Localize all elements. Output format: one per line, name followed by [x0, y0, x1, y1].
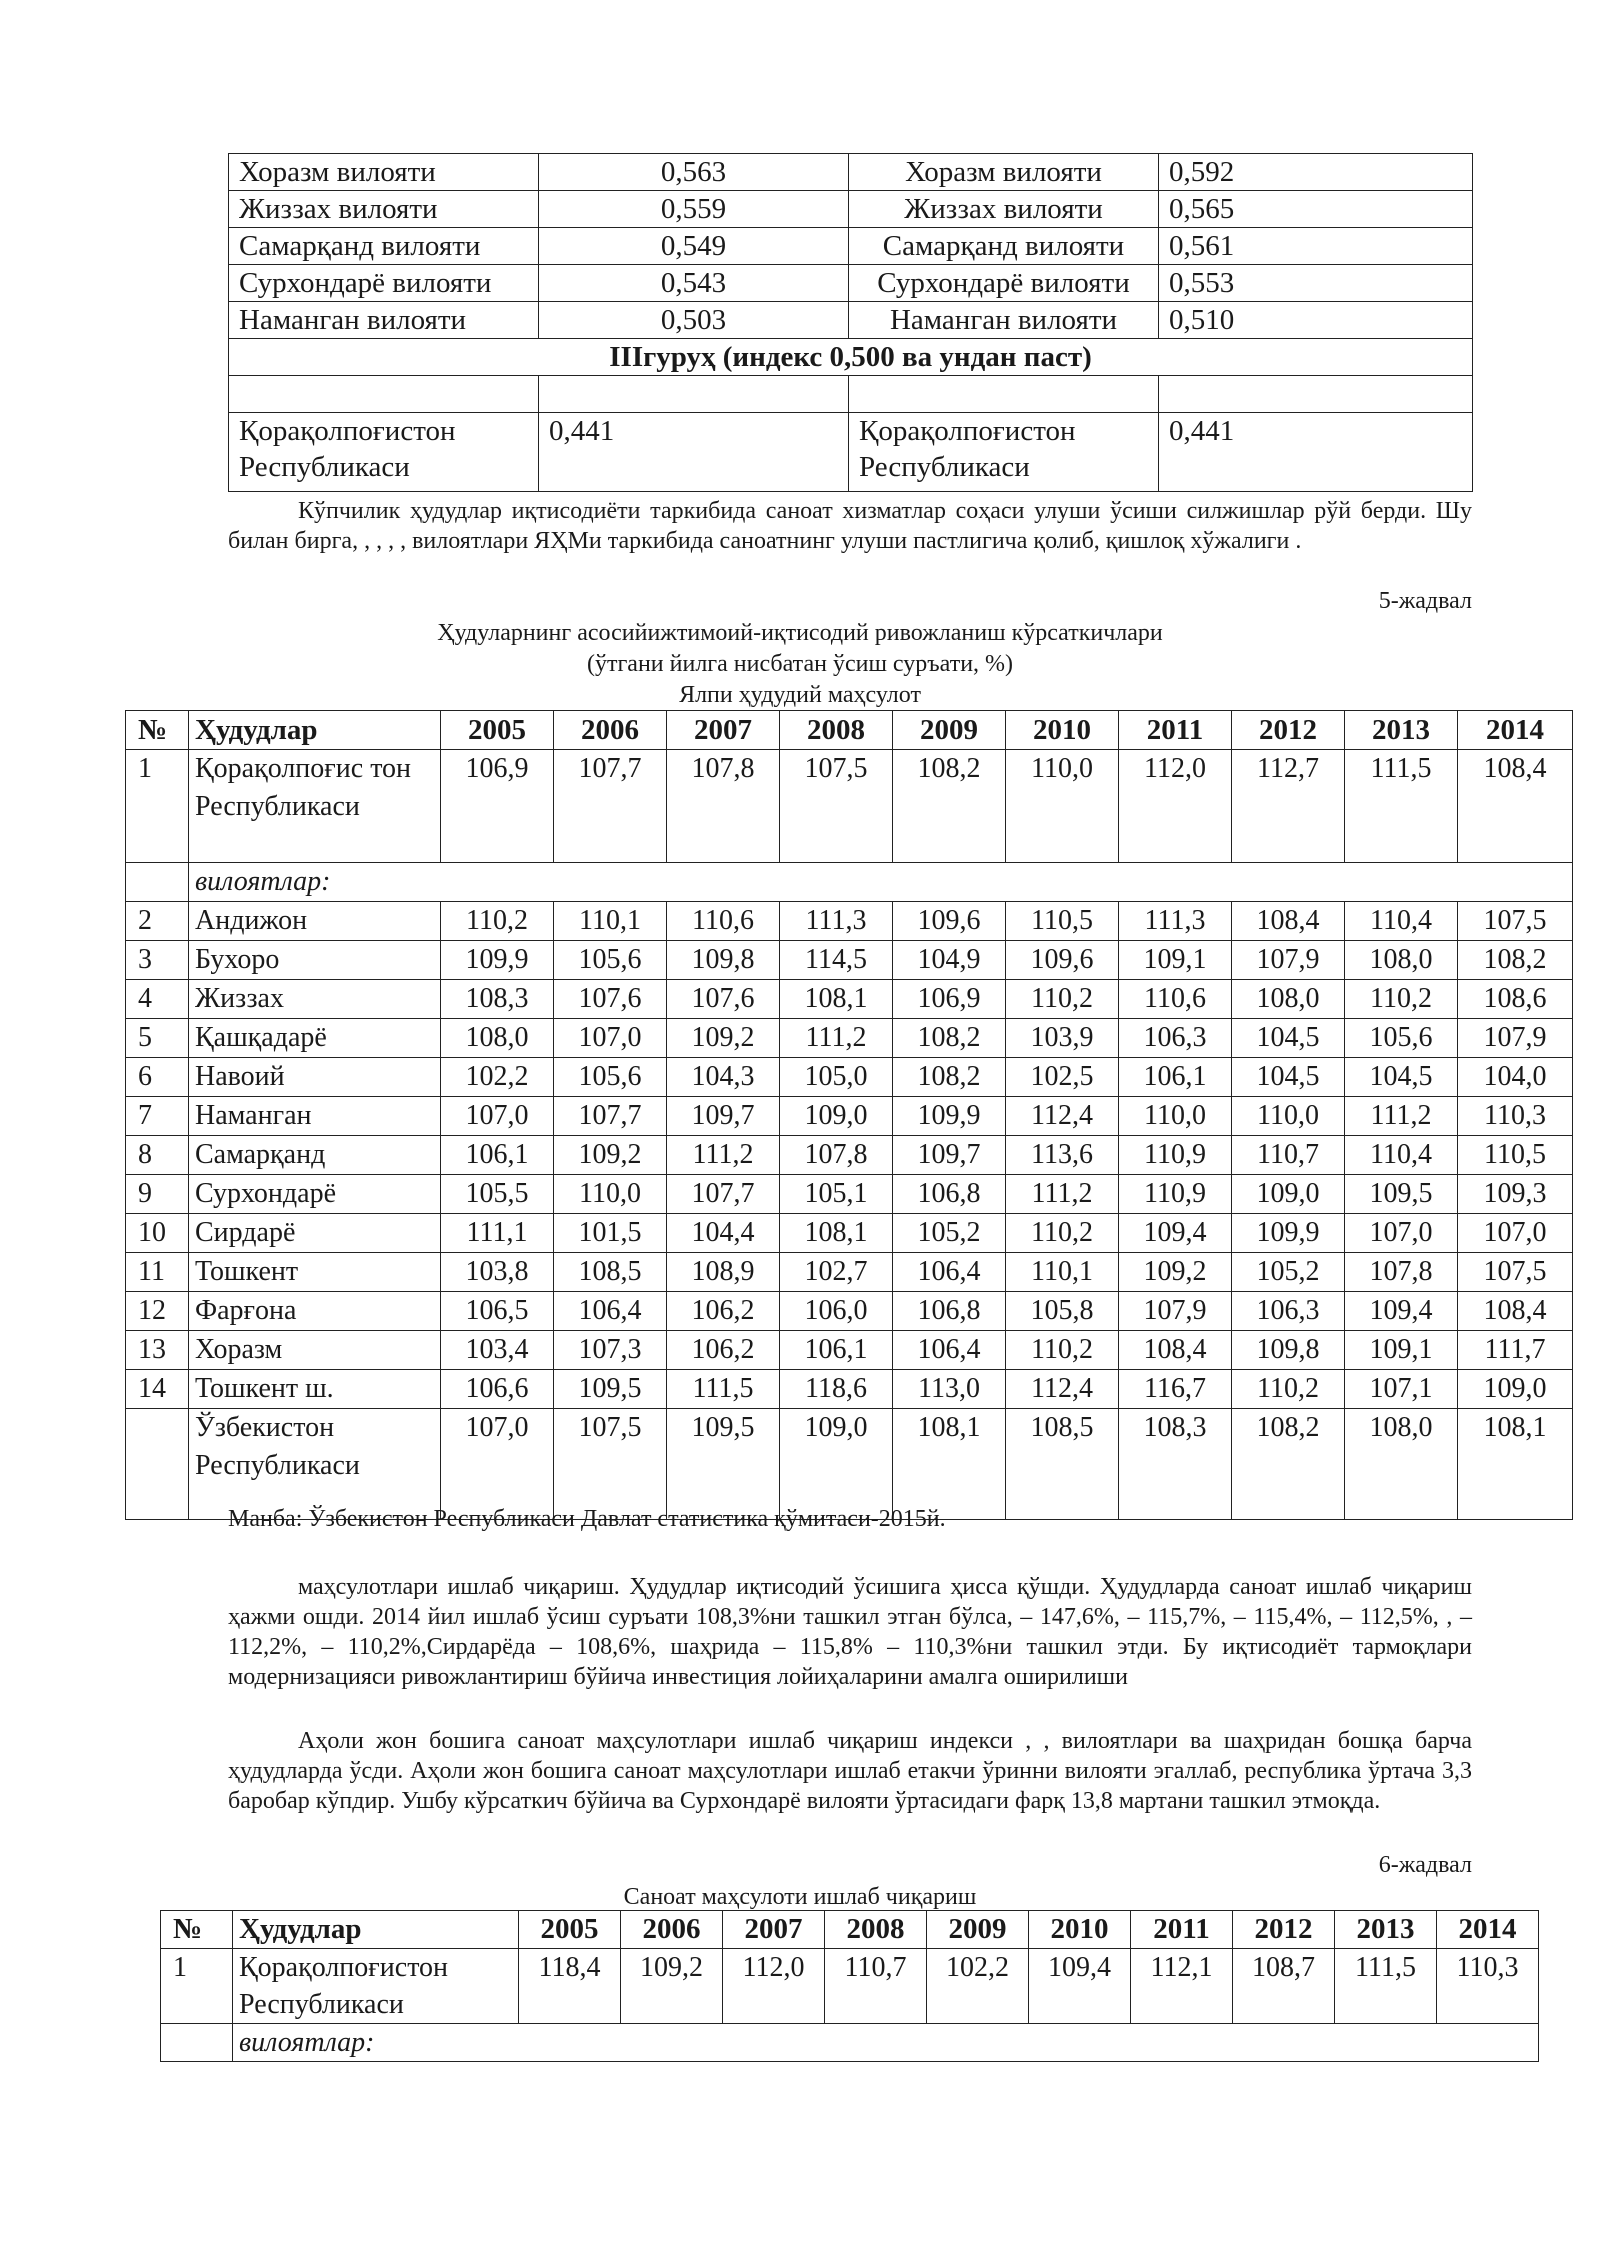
value-cell: 110,7 — [825, 1949, 927, 2024]
value-cell: 112,7 — [1232, 750, 1345, 863]
empty-cell — [229, 376, 539, 413]
value-cell: 112,1 — [1131, 1949, 1233, 2024]
value-cell: 106,3 — [1119, 1019, 1232, 1058]
value-cell: 106,1 — [780, 1331, 893, 1370]
row-number: 7 — [126, 1097, 189, 1136]
value-cell: 109,9 — [893, 1097, 1006, 1136]
row-number: 8 — [126, 1136, 189, 1175]
value-cell: 107,8 — [1345, 1253, 1458, 1292]
value-cell: 108,4 — [1119, 1331, 1232, 1370]
value-cell: 108,2 — [893, 1058, 1006, 1097]
empty-cell — [539, 376, 849, 413]
value-cell: 108,1 — [893, 1409, 1006, 1520]
value-cell: 110,6 — [1119, 980, 1232, 1019]
value-cell: 108,1 — [1458, 1409, 1573, 1520]
value-cell: 109,4 — [1119, 1214, 1232, 1253]
value-cell: 107,9 — [1232, 941, 1345, 980]
region-name: Хоразм — [189, 1331, 441, 1370]
col-year-header: 2007 — [723, 1911, 825, 1949]
value-cell: 110,9 — [1119, 1136, 1232, 1175]
paragraph-text: Кўпчилик ҳудудлар иқтисодиёти таркибида саноат хизматлар соҳаси улуши ўсиши силжишлар рўй берди. Шу билан бирга, , , , , вилоятлари ЯҲМи таркибида саноатнинг улуши пастлигича қолиб, қишлоқ хўжалиги . — [228, 498, 1472, 554]
table-row — [126, 1331, 1573, 1370]
value-cell: 107,9 — [1119, 1292, 1232, 1331]
value-cell: 110,0 — [1119, 1097, 1232, 1136]
col-year-header: 2013 — [1345, 711, 1458, 750]
value-cell: 110,3 — [1458, 1097, 1573, 1136]
index-value: 0,543 — [539, 265, 849, 302]
value-cell: 109,2 — [1119, 1253, 1232, 1292]
col-year-header: 2014 — [1458, 711, 1573, 750]
table5-source: Манба: Ўзбекистон Республикаси Давлат статистика қўмитаси-2015й. — [228, 1506, 946, 1532]
value-cell: 107,8 — [667, 750, 780, 863]
table-row — [126, 1136, 1573, 1175]
value-cell: 108,1 — [780, 980, 893, 1019]
value-cell: 110,5 — [1458, 1136, 1573, 1175]
value-cell: 105,0 — [780, 1058, 893, 1097]
region-name: Қорақолпоғис тон Республикаси — [189, 750, 441, 863]
value-cell: 108,3 — [1119, 1409, 1232, 1520]
table5-caption: Ялпи ҳудудий маҳсулот — [679, 682, 921, 708]
index-groups-table — [228, 153, 1473, 492]
region-name: Жиззах — [189, 980, 441, 1019]
value-cell: 105,2 — [893, 1214, 1006, 1253]
value-cell: 109,0 — [780, 1097, 893, 1136]
col-year-header: 2011 — [1131, 1911, 1233, 1949]
value-cell: 110,4 — [1345, 902, 1458, 941]
region-name: Андижон — [189, 902, 441, 941]
value-cell: 102,5 — [1006, 1058, 1119, 1097]
table-row — [229, 228, 1473, 265]
table-row — [126, 1253, 1573, 1292]
table-row — [126, 941, 1573, 980]
value-cell: 108,4 — [1458, 750, 1573, 863]
value-cell: 107,5 — [1458, 902, 1573, 941]
row-number: 14 — [126, 1370, 189, 1409]
value-cell: 109,5 — [1345, 1175, 1458, 1214]
value-cell: 107,3 — [554, 1331, 667, 1370]
table-row — [126, 1097, 1573, 1136]
value-cell: 106,8 — [893, 1175, 1006, 1214]
value-cell: 106,4 — [893, 1331, 1006, 1370]
value-cell: 110,2 — [1345, 980, 1458, 1019]
value-cell: 110,0 — [554, 1175, 667, 1214]
col-year-header: 2012 — [1232, 711, 1345, 750]
value-cell: 103,8 — [441, 1253, 554, 1292]
value-cell: 108,3 — [441, 980, 554, 1019]
value-cell: 109,0 — [780, 1409, 893, 1520]
value-cell: 109,4 — [1029, 1949, 1131, 2024]
table5-subtitle: (ўтгани йилга нисбатан ўсиш суръати, %) — [586, 651, 1014, 677]
row-number — [126, 1409, 189, 1520]
subheader-label: вилоятлар: — [233, 2024, 1539, 2062]
value-cell: 108,0 — [1345, 1409, 1458, 1520]
value-cell: 109,1 — [1119, 941, 1232, 980]
region-name: Сурхондарё вилояти — [849, 265, 1159, 302]
region-name: Хоразм вилояти — [849, 154, 1159, 191]
value-cell: 109,9 — [441, 941, 554, 980]
row-number: 13 — [126, 1331, 189, 1370]
subheader-row — [161, 2024, 1539, 2062]
value-cell: 110,3 — [1437, 1949, 1539, 2024]
value-cell: 110,2 — [1006, 980, 1119, 1019]
group-header: IIIгуруҳ (индекс 0,500 ва ундан паст) — [229, 339, 1473, 376]
index-value: 0,561 — [1159, 228, 1473, 265]
value-cell: 106,9 — [441, 750, 554, 863]
paragraph-text: Аҳоли жон бошига саноат маҳсулотлари ишлаб чиқариш индекси , , вилоятлари ва шаҳридан бошқа барча ҳудудларда ўсди. Аҳоли жон бошига саноат маҳсулотлари ишлаб етакчи ўринни вилояти эгаллаб, республика ўртача 3,3 баробар кўпдир. Ушбу кўрсаткич бўйича ва Сурхондарё вилояти ўртасидаги фарқ 13,8 мартани ташкил этмоқда. — [228, 1728, 1472, 1814]
table-row — [126, 1370, 1573, 1409]
value-cell: 113,6 — [1006, 1136, 1119, 1175]
value-cell: 109,4 — [1345, 1292, 1458, 1331]
value-cell: 110,2 — [1006, 1214, 1119, 1253]
value-cell: 104,5 — [1232, 1058, 1345, 1097]
table-row — [229, 413, 1473, 492]
industrial-output-table — [160, 1910, 1539, 2062]
region-name: Наманган вилояти — [229, 302, 539, 339]
value-cell: 111,5 — [667, 1370, 780, 1409]
value-cell: 108,0 — [1232, 980, 1345, 1019]
region-name: Фарғона — [189, 1292, 441, 1331]
value-cell: 108,2 — [893, 1019, 1006, 1058]
value-cell: 111,2 — [1345, 1097, 1458, 1136]
value-cell: 110,5 — [1006, 902, 1119, 941]
value-cell: 106,0 — [780, 1292, 893, 1331]
value-cell: 107,5 — [554, 1409, 667, 1520]
value-cell: 113,0 — [893, 1370, 1006, 1409]
col-year-header: 2005 — [441, 711, 554, 750]
row-number: 6 — [126, 1058, 189, 1097]
value-cell: 110,1 — [1006, 1253, 1119, 1292]
value-cell: 105,5 — [441, 1175, 554, 1214]
paragraph-text: маҳсулотлари ишлаб чиқариш. Ҳудудлар иқтисодий ўсишига ҳисса қўшди. Ҳудудларда саноат ишлаб чиқариш ҳажми ошди. 2014 йил ишлаб ўсиш суръати 108,3%ни ташкил этган бўлса, – 147,6%, – 115,7%, – 115,4%, – 112,5%, , – 112,2%, – 110,2%,Сирдарёда – 108,6%, шаҳрида – 115,8% – 110,3%ни ташкил этди. Бу иқтисодиёт тармоқлари модернизацияси ривожлантириш бўйича инвестиция лойиҳаларини амалга оширилиши — [228, 1574, 1472, 1690]
row-number: 9 — [126, 1175, 189, 1214]
value-cell: 105,2 — [1232, 1253, 1345, 1292]
empty-row — [229, 376, 1473, 413]
value-cell: 110,6 — [667, 902, 780, 941]
value-cell: 105,6 — [554, 1058, 667, 1097]
value-cell: 107,7 — [554, 1097, 667, 1136]
index-value: 0,559 — [539, 191, 849, 228]
value-cell: 110,2 — [441, 902, 554, 941]
value-cell: 108,0 — [441, 1019, 554, 1058]
table6-label: 6-жадвал — [1378, 1852, 1472, 1878]
value-cell: 110,4 — [1345, 1136, 1458, 1175]
table5-label: 5-жадвал — [1378, 588, 1472, 614]
value-cell: 107,8 — [780, 1136, 893, 1175]
value-cell: 106,4 — [554, 1292, 667, 1331]
value-cell: 112,4 — [1006, 1097, 1119, 1136]
region-name: Навоий — [189, 1058, 441, 1097]
value-cell: 109,9 — [1232, 1214, 1345, 1253]
value-cell: 104,3 — [667, 1058, 780, 1097]
value-cell: 109,2 — [554, 1136, 667, 1175]
value-cell: 109,8 — [1232, 1331, 1345, 1370]
value-cell: 108,5 — [554, 1253, 667, 1292]
empty-cell — [1159, 376, 1473, 413]
row-number: 4 — [126, 980, 189, 1019]
table-row — [126, 1019, 1573, 1058]
row-number: 2 — [126, 902, 189, 941]
value-cell: 106,2 — [667, 1292, 780, 1331]
value-cell: 107,5 — [1458, 1253, 1573, 1292]
table-row — [229, 191, 1473, 228]
value-cell: 107,0 — [1458, 1214, 1573, 1253]
col-year-header: 2011 — [1119, 711, 1232, 750]
value-cell: 106,3 — [1232, 1292, 1345, 1331]
value-cell: 102,2 — [441, 1058, 554, 1097]
value-cell: 105,1 — [780, 1175, 893, 1214]
paragraph-per-capita — [228, 1726, 1472, 1816]
value-cell: 109,1 — [1345, 1331, 1458, 1370]
value-cell: 106,2 — [667, 1331, 780, 1370]
row-number: 11 — [126, 1253, 189, 1292]
region-name: Қорақолпоғистон Республикаси — [849, 413, 1159, 492]
value-cell: 104,0 — [1458, 1058, 1573, 1097]
row-number: 1 — [161, 1949, 233, 2024]
value-cell: 103,9 — [1006, 1019, 1119, 1058]
value-cell: 112,4 — [1006, 1370, 1119, 1409]
value-cell: 110,7 — [1232, 1136, 1345, 1175]
subheader-row — [126, 863, 1573, 902]
value-cell: 104,5 — [1232, 1019, 1345, 1058]
value-cell: 107,6 — [667, 980, 780, 1019]
region-name: Сирдарё — [189, 1214, 441, 1253]
empty-cell — [161, 2024, 233, 2062]
value-cell: 108,9 — [667, 1253, 780, 1292]
table-row — [229, 265, 1473, 302]
value-cell: 110,2 — [1006, 1331, 1119, 1370]
value-cell: 107,0 — [1345, 1214, 1458, 1253]
value-cell: 110,0 — [1232, 1097, 1345, 1136]
value-cell: 106,6 — [441, 1370, 554, 1409]
value-cell: 105,6 — [554, 941, 667, 980]
region-name: Наманган — [189, 1097, 441, 1136]
region-name: Хоразм вилояти — [229, 154, 539, 191]
value-cell: 107,0 — [441, 1097, 554, 1136]
empty-cell — [126, 863, 189, 902]
value-cell: 109,0 — [1458, 1370, 1573, 1409]
col-year-header: 2009 — [893, 711, 1006, 750]
value-cell: 109,6 — [893, 902, 1006, 941]
col-year-header: 2014 — [1437, 1911, 1539, 1949]
index-value: 0,592 — [1159, 154, 1473, 191]
paragraph-industry-growth — [228, 1572, 1472, 1692]
value-cell: 111,2 — [780, 1019, 893, 1058]
value-cell: 109,0 — [1232, 1175, 1345, 1214]
value-cell: 101,5 — [554, 1214, 667, 1253]
value-cell: 108,5 — [1006, 1409, 1119, 1520]
col-year-header: 2010 — [1029, 1911, 1131, 1949]
value-cell: 107,6 — [554, 980, 667, 1019]
value-cell: 111,3 — [780, 902, 893, 941]
value-cell: 108,7 — [1233, 1949, 1335, 2024]
col-year-header: 2010 — [1006, 711, 1119, 750]
value-cell: 104,5 — [1345, 1058, 1458, 1097]
subheader-label: вилоятлар: — [189, 863, 1573, 902]
region-name: Тошкент ш. — [189, 1370, 441, 1409]
table-row — [229, 302, 1473, 339]
value-cell: 118,4 — [519, 1949, 621, 2024]
col-year-header: 2006 — [554, 711, 667, 750]
value-cell: 106,1 — [441, 1136, 554, 1175]
value-cell: 104,4 — [667, 1214, 780, 1253]
col-year-header: 2012 — [1233, 1911, 1335, 1949]
value-cell: 106,4 — [893, 1253, 1006, 1292]
row-number: 3 — [126, 941, 189, 980]
value-cell: 109,8 — [667, 941, 780, 980]
value-cell: 108,2 — [1232, 1409, 1345, 1520]
value-cell: 110,1 — [554, 902, 667, 941]
col-number-header: № — [126, 711, 189, 750]
table6-title: Саноат маҳсулоти ишлаб чиқариш — [623, 1884, 977, 1910]
index-value: 0,441 — [539, 413, 849, 492]
region-name: Сурхондарё — [189, 1175, 441, 1214]
region-name: Самарқанд вилояти — [849, 228, 1159, 265]
value-cell: 116,7 — [1119, 1370, 1232, 1409]
value-cell: 102,2 — [927, 1949, 1029, 2024]
value-cell: 112,0 — [723, 1949, 825, 2024]
table-row — [126, 1175, 1573, 1214]
group-header-row — [229, 339, 1473, 376]
value-cell: 106,5 — [441, 1292, 554, 1331]
value-cell: 110,0 — [1006, 750, 1119, 863]
value-cell: 106,1 — [1119, 1058, 1232, 1097]
region-name: Сурхондарё вилояти — [229, 265, 539, 302]
paragraph-industry-share — [228, 496, 1472, 556]
table-row — [126, 980, 1573, 1019]
col-year-header: 2008 — [825, 1911, 927, 1949]
grp-growth-table — [125, 710, 1573, 1520]
value-cell: 109,7 — [667, 1097, 780, 1136]
table-row — [229, 154, 1473, 191]
region-name: Жиззах вилояти — [849, 191, 1159, 228]
value-cell: 111,3 — [1119, 902, 1232, 941]
value-cell: 103,4 — [441, 1331, 554, 1370]
value-cell: 107,0 — [441, 1409, 554, 1520]
value-cell: 105,6 — [1345, 1019, 1458, 1058]
region-name: Қорақолпоғистон Республикаси — [229, 413, 539, 492]
value-cell: 108,4 — [1232, 902, 1345, 941]
value-cell: 107,5 — [780, 750, 893, 863]
index-value: 0,510 — [1159, 302, 1473, 339]
col-year-header: 2005 — [519, 1911, 621, 1949]
value-cell: 109,2 — [621, 1949, 723, 2024]
header-row — [126, 711, 1573, 750]
value-cell: 102,7 — [780, 1253, 893, 1292]
value-cell: 111,5 — [1345, 750, 1458, 863]
table-row — [126, 1214, 1573, 1253]
region-name: Қорақолпоғистон Республикаси — [233, 1949, 519, 2024]
col-region-header: Ҳудудлар — [189, 711, 441, 750]
value-cell: 109,5 — [667, 1409, 780, 1520]
value-cell: 111,2 — [1006, 1175, 1119, 1214]
value-cell: 112,0 — [1119, 750, 1232, 863]
value-cell: 109,5 — [554, 1370, 667, 1409]
value-cell: 111,5 — [1335, 1949, 1437, 2024]
total-row — [126, 1409, 1573, 1520]
region-name: Самарқанд вилояти — [229, 228, 539, 265]
table-row — [126, 1058, 1573, 1097]
value-cell: 109,6 — [1006, 941, 1119, 980]
value-cell: 107,7 — [554, 750, 667, 863]
col-year-header: 2006 — [621, 1911, 723, 1949]
region-name: Тошкент — [189, 1253, 441, 1292]
index-value: 0,441 — [1159, 413, 1473, 492]
value-cell: 106,8 — [893, 1292, 1006, 1331]
value-cell: 111,2 — [667, 1136, 780, 1175]
value-cell: 107,9 — [1458, 1019, 1573, 1058]
value-cell: 106,9 — [893, 980, 1006, 1019]
table-row — [126, 902, 1573, 941]
value-cell: 111,7 — [1458, 1331, 1573, 1370]
value-cell: 109,2 — [667, 1019, 780, 1058]
value-cell: 104,9 — [893, 941, 1006, 980]
col-region-header: Ҳудудлар — [233, 1911, 519, 1949]
index-value: 0,503 — [539, 302, 849, 339]
col-year-header: 2008 — [780, 711, 893, 750]
row-number: 12 — [126, 1292, 189, 1331]
table-row — [161, 1949, 1539, 2024]
header-row — [161, 1911, 1539, 1949]
value-cell: 109,3 — [1458, 1175, 1573, 1214]
value-cell: 109,7 — [893, 1136, 1006, 1175]
value-cell: 108,6 — [1458, 980, 1573, 1019]
value-cell: 111,1 — [441, 1214, 554, 1253]
value-cell: 114,5 — [780, 941, 893, 980]
value-cell: 110,2 — [1232, 1370, 1345, 1409]
region-name: Ўзбекистон Республикаси — [189, 1409, 441, 1520]
col-year-header: 2007 — [667, 711, 780, 750]
row-number: 5 — [126, 1019, 189, 1058]
index-value: 0,563 — [539, 154, 849, 191]
table-row — [126, 1292, 1573, 1331]
empty-cell — [849, 376, 1159, 413]
value-cell: 107,1 — [1345, 1370, 1458, 1409]
col-year-header: 2013 — [1335, 1911, 1437, 1949]
col-year-header: 2009 — [927, 1911, 1029, 1949]
table-row — [126, 750, 1573, 863]
row-number: 10 — [126, 1214, 189, 1253]
region-name: Қашқадарё — [189, 1019, 441, 1058]
value-cell: 108,2 — [893, 750, 1006, 863]
row-number: 1 — [126, 750, 189, 863]
region-name: Бухоро — [189, 941, 441, 980]
value-cell: 108,1 — [780, 1214, 893, 1253]
region-name: Наманган вилояти — [849, 302, 1159, 339]
value-cell: 110,9 — [1119, 1175, 1232, 1214]
index-value: 0,565 — [1159, 191, 1473, 228]
table5-title: Ҳудуларнинг асосийижтимоий-иқтисодий ривожланиш кўрсаткичлари — [437, 620, 1163, 646]
value-cell: 108,0 — [1345, 941, 1458, 980]
col-number-header: № — [161, 1911, 233, 1949]
value-cell: 118,6 — [780, 1370, 893, 1409]
value-cell: 105,8 — [1006, 1292, 1119, 1331]
region-name: Жиззах вилояти — [229, 191, 539, 228]
value-cell: 107,0 — [554, 1019, 667, 1058]
value-cell: 108,4 — [1458, 1292, 1573, 1331]
value-cell: 108,2 — [1458, 941, 1573, 980]
index-value: 0,553 — [1159, 265, 1473, 302]
index-value: 0,549 — [539, 228, 849, 265]
value-cell: 107,7 — [667, 1175, 780, 1214]
region-name: Самарқанд — [189, 1136, 441, 1175]
